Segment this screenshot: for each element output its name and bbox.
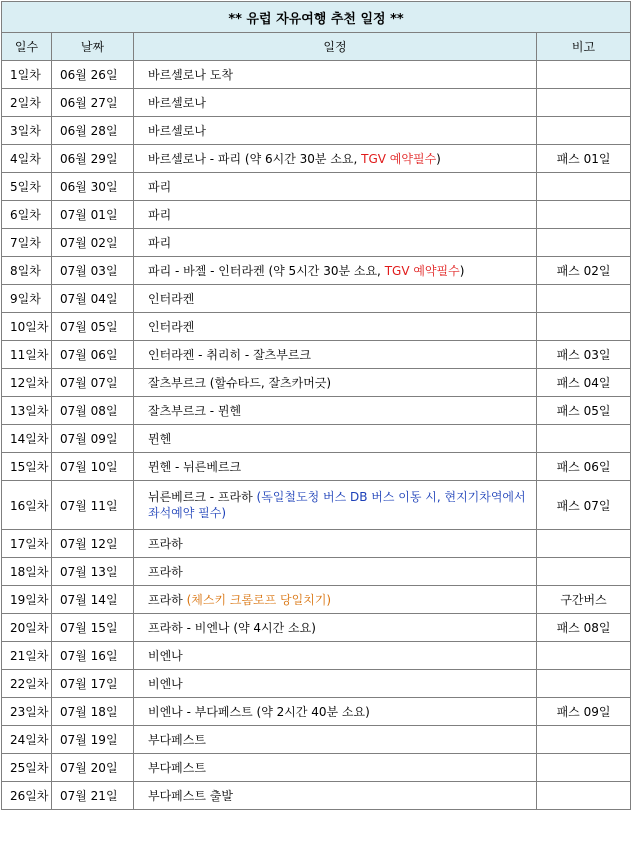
note-cell: [537, 61, 631, 89]
schedule-text: 파리: [148, 179, 172, 194]
schedule-cell: [134, 754, 537, 782]
note-cell: 패스 08일: [537, 614, 631, 642]
schedule-text: 프라하: [148, 564, 183, 579]
date-cell: 07월 20일: [52, 754, 134, 782]
day-cell: 22일차: [2, 670, 52, 698]
schedule-cell: [134, 726, 537, 754]
day-cell: 23일차: [2, 698, 52, 726]
day-cell: 4일차: [2, 145, 52, 173]
date-cell: 07월 21일: [52, 782, 134, 810]
title-row: [2, 2, 631, 33]
note-cell: [537, 642, 631, 670]
schedule-cell: [134, 481, 537, 530]
day-cell: 6일차: [2, 201, 52, 229]
note-cell: [537, 285, 631, 313]
schedule-cell: [134, 173, 537, 201]
table-row: [2, 201, 631, 229]
note-cell: 패스 07일: [537, 481, 631, 530]
day-cell: 19일차: [2, 586, 52, 614]
day-cell: 21일차: [2, 642, 52, 670]
schedule-text: 비엔나: [148, 676, 183, 691]
schedule-text: 프라하: [148, 536, 183, 551]
date-cell: 06월 30일: [52, 173, 134, 201]
note-cell: 패스 06일: [537, 453, 631, 481]
schedule-text: 인터라켄: [148, 291, 195, 306]
day-cell: 15일차: [2, 453, 52, 481]
date-cell: 07월 19일: [52, 726, 134, 754]
schedule-cell: [134, 782, 537, 810]
table-row: [2, 586, 631, 614]
day-cell: 7일차: [2, 229, 52, 257]
schedule-text: 뮌헨 - 뉘른베르크: [148, 459, 242, 474]
date-cell: 07월 09일: [52, 425, 134, 453]
schedule-text: 비엔나 - 부다페스트 (약 2시간 40분 소요): [148, 704, 370, 719]
table-row: [2, 61, 631, 89]
table-row: [2, 117, 631, 145]
day-cell: 18일차: [2, 558, 52, 586]
table-row: [2, 698, 631, 726]
table-row: [2, 89, 631, 117]
table-row: [2, 453, 631, 481]
schedule-text: 뮌헨: [148, 431, 172, 446]
schedule-text: 인터라켄: [148, 319, 195, 334]
date-cell: 07월 07일: [52, 369, 134, 397]
date-cell: 06월 26일: [52, 61, 134, 89]
table-body: [2, 61, 631, 810]
note-cell: 패스 02일: [537, 257, 631, 285]
table-row: [2, 173, 631, 201]
schedule-text: 프라하: [148, 592, 187, 607]
date-cell: 07월 18일: [52, 698, 134, 726]
header-note: 비고: [537, 33, 631, 61]
note-cell: 패스 03일: [537, 341, 631, 369]
date-cell: 06월 28일: [52, 117, 134, 145]
date-cell: 07월 08일: [52, 397, 134, 425]
schedule-text: 비엔나: [148, 648, 183, 663]
schedule-cell: [134, 397, 537, 425]
date-cell: 07월 11일: [52, 481, 134, 530]
header-day: 일수: [2, 33, 52, 61]
schedule-cell: [134, 341, 537, 369]
note-cell: [537, 754, 631, 782]
schedule-text: 프라하 - 비엔나 (약 4시간 소요): [148, 620, 316, 635]
day-cell: 11일차: [2, 341, 52, 369]
note-cell: [537, 530, 631, 558]
table-row: [2, 425, 631, 453]
schedule-text: 뉘른베르크 - 프라하: [148, 490, 257, 504]
schedule-text: 부다페스트 출발: [148, 788, 233, 803]
table-title: ** 유럽 자유여행 추천 일정 **: [2, 2, 631, 33]
table-row: [2, 726, 631, 754]
date-cell: 07월 02일: [52, 229, 134, 257]
day-cell: 1일차: [2, 61, 52, 89]
note-cell: [537, 425, 631, 453]
day-cell: 16일차: [2, 481, 52, 530]
note-cell: [537, 89, 631, 117]
schedule-tail: ): [436, 151, 441, 166]
note-cell: [537, 782, 631, 810]
schedule-cell: [134, 257, 537, 285]
schedule-highlight: (체스키 크롬로프 당일치기): [186, 592, 332, 607]
schedule-cell: [134, 313, 537, 341]
date-cell: 07월 15일: [52, 614, 134, 642]
date-cell: 07월 10일: [52, 453, 134, 481]
date-cell: 07월 06일: [52, 341, 134, 369]
day-cell: 26일차: [2, 782, 52, 810]
note-cell: [537, 201, 631, 229]
table-row: [2, 145, 631, 173]
date-cell: 06월 27일: [52, 89, 134, 117]
schedule-cell: [134, 201, 537, 229]
schedule-cell: [134, 145, 537, 173]
schedule-highlight: (독일철도청 버스 DB 버스 이동 시, 현지기차역에서 좌석예약 필수): [148, 490, 526, 520]
day-cell: 14일차: [2, 425, 52, 453]
schedule-text: 파리: [148, 207, 172, 222]
note-cell: 패스 09일: [537, 698, 631, 726]
table-row: [2, 782, 631, 810]
note-cell: [537, 670, 631, 698]
header-date: 날짜: [52, 33, 134, 61]
schedule-highlight: TGV 예약필수: [384, 263, 460, 278]
table-row: [2, 369, 631, 397]
schedule-cell: [134, 642, 537, 670]
note-cell: [537, 117, 631, 145]
date-cell: 07월 12일: [52, 530, 134, 558]
date-cell: 07월 17일: [52, 670, 134, 698]
schedule-cell: [134, 369, 537, 397]
note-cell: 패스 04일: [537, 369, 631, 397]
day-cell: 13일차: [2, 397, 52, 425]
date-cell: 07월 03일: [52, 257, 134, 285]
date-cell: 07월 01일: [52, 201, 134, 229]
day-cell: 2일차: [2, 89, 52, 117]
header-schedule: 일정: [134, 33, 537, 61]
schedule-text: 바르셀로나: [148, 123, 206, 138]
schedule-cell: [134, 425, 537, 453]
day-cell: 25일차: [2, 754, 52, 782]
note-cell: [537, 558, 631, 586]
schedule-cell: [134, 530, 537, 558]
table-row: [2, 285, 631, 313]
day-cell: 10일차: [2, 313, 52, 341]
schedule-text: 파리: [148, 235, 172, 250]
day-cell: 24일차: [2, 726, 52, 754]
schedule-cell: [134, 453, 537, 481]
schedule-cell: [134, 614, 537, 642]
note-cell: [537, 313, 631, 341]
day-cell: 3일차: [2, 117, 52, 145]
note-cell: 패스 05일: [537, 397, 631, 425]
schedule-text: 바르셀로나 도착: [148, 67, 233, 82]
schedule-text: 부다페스트: [148, 732, 206, 747]
itinerary-table: [1, 1, 631, 810]
note-cell: 구간버스: [537, 586, 631, 614]
schedule-text: 잘츠부르크 (할슈타드, 잘츠카머긋): [148, 375, 332, 390]
table-row: [2, 229, 631, 257]
schedule-text: 바르셀로나 - 파리 (약 6시간 30분 소요,: [148, 151, 362, 166]
schedule-cell: [134, 229, 537, 257]
schedule-cell: [134, 285, 537, 313]
note-cell: [537, 173, 631, 201]
table-row: [2, 614, 631, 642]
date-cell: 07월 05일: [52, 313, 134, 341]
table-row: [2, 481, 631, 530]
day-cell: 8일차: [2, 257, 52, 285]
day-cell: 12일차: [2, 369, 52, 397]
schedule-cell: [134, 670, 537, 698]
date-cell: 07월 04일: [52, 285, 134, 313]
table-row: [2, 313, 631, 341]
table-row: [2, 558, 631, 586]
table-row: [2, 341, 631, 369]
day-cell: 5일차: [2, 173, 52, 201]
day-cell: 9일차: [2, 285, 52, 313]
schedule-text: 부다페스트: [148, 760, 206, 775]
table-row: [2, 530, 631, 558]
table-row: [2, 642, 631, 670]
schedule-text: 파리 - 바젤 - 인터라켄 (약 5시간 30분 소요,: [148, 263, 385, 278]
schedule-cell: [134, 61, 537, 89]
date-cell: 07월 16일: [52, 642, 134, 670]
note-cell: [537, 229, 631, 257]
schedule-cell: [134, 89, 537, 117]
date-cell: 06월 29일: [52, 145, 134, 173]
schedule-text: 잘츠부르크 - 뮌헨: [148, 403, 242, 418]
date-cell: 07월 14일: [52, 586, 134, 614]
day-cell: 20일차: [2, 614, 52, 642]
schedule-cell: [134, 117, 537, 145]
note-cell: 패스 01일: [537, 145, 631, 173]
day-cell: 17일차: [2, 530, 52, 558]
schedule-cell: [134, 698, 537, 726]
header-row: [2, 33, 631, 61]
table-row: [2, 670, 631, 698]
table-row: [2, 257, 631, 285]
note-cell: [537, 726, 631, 754]
date-cell: 07월 13일: [52, 558, 134, 586]
table-row: [2, 397, 631, 425]
table-row: [2, 754, 631, 782]
schedule-text: 바르셀로나: [148, 95, 206, 110]
schedule-highlight: TGV 예약필수: [361, 151, 437, 166]
schedule-tail: ): [459, 263, 465, 278]
schedule-cell: [134, 558, 537, 586]
schedule-cell: [134, 586, 537, 614]
schedule-text: 인터라켄 - 취리히 - 잘츠부르크: [148, 347, 312, 362]
